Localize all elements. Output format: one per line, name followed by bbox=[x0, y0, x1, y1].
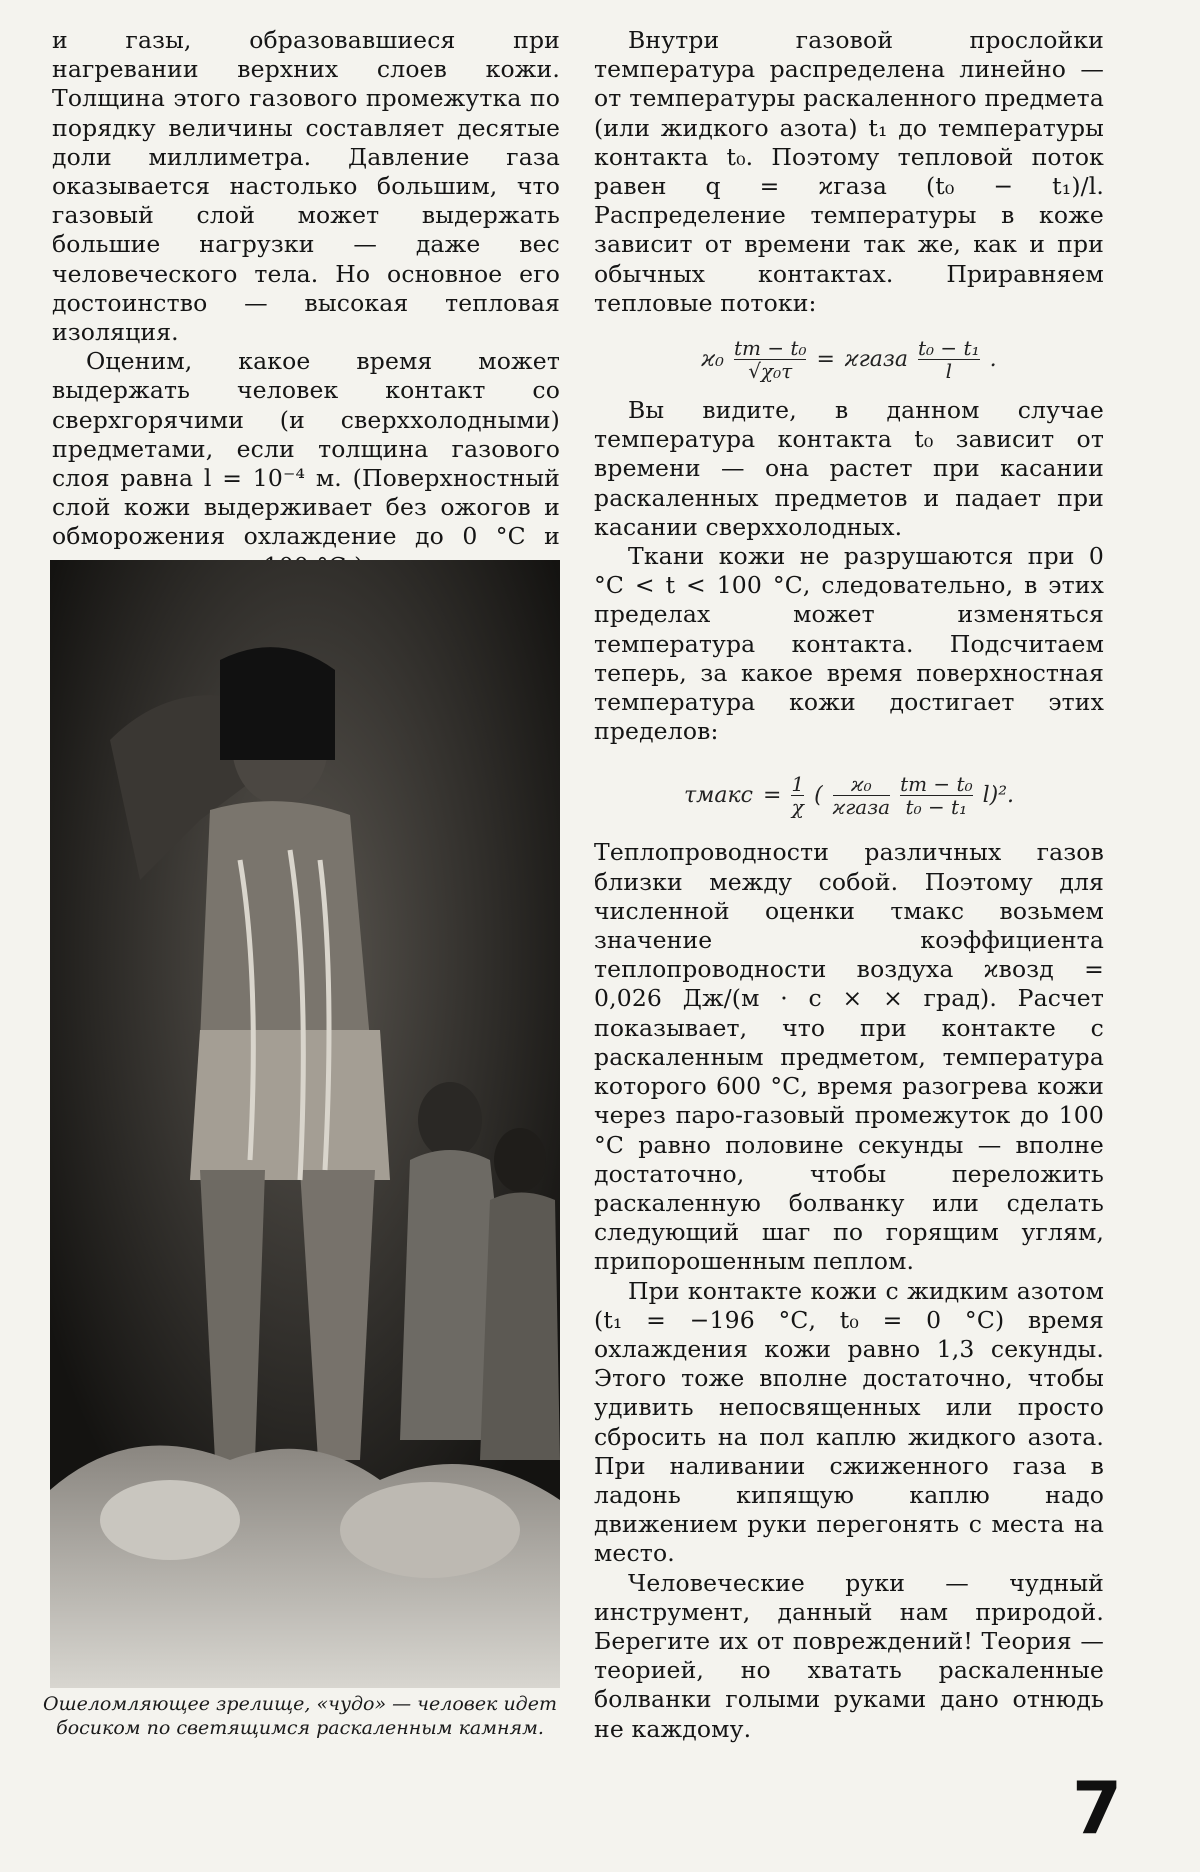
eq1-rhs-fraction bbox=[918, 337, 980, 382]
eq2-coef-numerator: 1 bbox=[791, 771, 805, 796]
spectator-head bbox=[494, 1128, 546, 1192]
man-torso bbox=[200, 801, 370, 1050]
stone bbox=[100, 1480, 240, 1560]
eq2-k-denominator: ϰгаза bbox=[832, 794, 891, 819]
eq1-rhs-denominator: l bbox=[945, 358, 952, 383]
eq2-k-fraction bbox=[833, 773, 890, 818]
eq2-t-numerator: tт − t₀ bbox=[900, 771, 973, 796]
stone bbox=[340, 1482, 520, 1578]
right-column bbox=[594, 26, 1104, 1744]
fire-walker-photo bbox=[50, 560, 560, 1688]
spectator-head bbox=[418, 1082, 482, 1158]
time-estimate-equation bbox=[594, 752, 1104, 838]
right-paragraph-2: Вы видите, в данном случае температура контакта t₀ зависит от времени — она растет при касании раскаленных предметов и падает при касании сверххолодных. bbox=[594, 396, 1104, 541]
eq2-coef-fraction bbox=[791, 773, 804, 818]
spectator-body bbox=[480, 1193, 560, 1461]
eq2-lhs: τмакс bbox=[683, 782, 753, 808]
eq1-rhs-numerator: t₀ − t₁ bbox=[918, 335, 980, 360]
eq2-coef-denominator: χ bbox=[791, 794, 804, 819]
left-paragraph-2: Оценим, какое время может выдержать человек контакт со сверхгорячими (и сверххолодными) предметами, если толщина газового слоя равна l = 10⁻⁴ м. (Поверхностный слой кожи выдерживает без ожогов и обморожения охлаждение до 0 °С и bbox=[52, 347, 560, 551]
right-paragraph-3: Ткани кожи не разрушаются при 0 °С < t < 100 °С, следовательно, в этих пределах может изменяться температура контакта. Подсчитаем теперь, за какое время поверхностная температура кожи достигает этих пределов: bbox=[594, 542, 1104, 746]
right-paragraph-6: Человеческие руки — чудный инструмент, данный нам природой. Берегите их от повреждений! Теория — теорией, но хватать раскаленные болванки голыми руками дано отнюдь не каждому. bbox=[594, 1568, 1104, 1743]
heat-flux-equation bbox=[594, 322, 1104, 396]
eq1-lhs-coef: ϰ₀ bbox=[701, 346, 724, 372]
right-paragraph-4: Теплопроводности различных газов близки между собой. Поэтому для численной оценки τмакс возьмем значение коэффициента теплопроводности воздуха ϰвозд = 0,026 Дж/(м · с × × град). Расчет показывает, что при контакте с раскаленным предметом, температура которого 600 °С, время разогрева кожи через паро-газовый промежуток до 100 °С равно половине секунды — вполне достаточно, чтобы переложить раскаленную болванку или сделать следующий шаг по горящим углям, припорошенным пеплом. bbox=[594, 838, 1104, 1276]
man-hair bbox=[220, 647, 335, 760]
eq1-lhs-denominator: √χ₀τ bbox=[748, 358, 793, 383]
eq1-lhs-fraction bbox=[734, 337, 807, 382]
eq1-end: . bbox=[989, 346, 997, 372]
eq2-t-denominator: t₀ − t₁ bbox=[905, 794, 968, 819]
photo-caption: Ошеломляющее зрелище, «чудо» — человек идет босиком по светящимся раскаленным камням. bbox=[43, 1693, 557, 1739]
eq2-t-fraction bbox=[900, 773, 973, 818]
man-cloth bbox=[190, 1030, 390, 1180]
eq2-open-paren: ( bbox=[814, 782, 823, 808]
eq2-k-numerator: ϰ₀ bbox=[851, 771, 872, 796]
eq2-equals: = bbox=[762, 782, 782, 808]
right-paragraph-1: Внутри газовой прослойки температура распределена линейно — от температуры раскаленного предмета (или жидкого азота) t₁ до температуры контакта t₀. Поэтому тепловой поток равен q = ϰгаза (t₀ − t₁)/l. Распределение температуры в коже зависит от времени так же, как и при обычных контактах. Приравняем тепловые потоки: bbox=[594, 26, 1104, 317]
page-number: 7 bbox=[1072, 1766, 1123, 1850]
eq2-tail: l)². bbox=[982, 782, 1015, 808]
right-paragraph-5: При контакте кожи с жидким азотом (t₁ = −196 °С, t₀ = 0 °С) время охлаждения кожи равно 1,3 секунды. Этого тоже вполне достаточно, чтобы удивить непосвященных или просто сбросить на пол каплю жидкого азота. При наливании сжиженного газа в ладонь кипящую каплю надо движением руки перегонять с места на место. bbox=[594, 1276, 1104, 1568]
photo-illustration bbox=[50, 560, 560, 1688]
eq1-equals: = bbox=[816, 346, 835, 372]
eq1-lhs-numerator: tт − t₀ bbox=[733, 335, 807, 360]
left-column bbox=[52, 26, 560, 581]
eq1-rhs-coef: ϰгаза bbox=[844, 346, 908, 372]
left-paragraph-1: и газы, образовавшиеся при нагревании верхних слоев кожи. Толщина этого газового промежутка по порядку величины составляет десятые доли миллиметра. Давление газа оказывается настолько большим, что газовый слой может выдержать большие нагрузки — даже вес человеческого тела. Но основное его достоинство — высокая тепловая изоляция. bbox=[52, 26, 560, 347]
